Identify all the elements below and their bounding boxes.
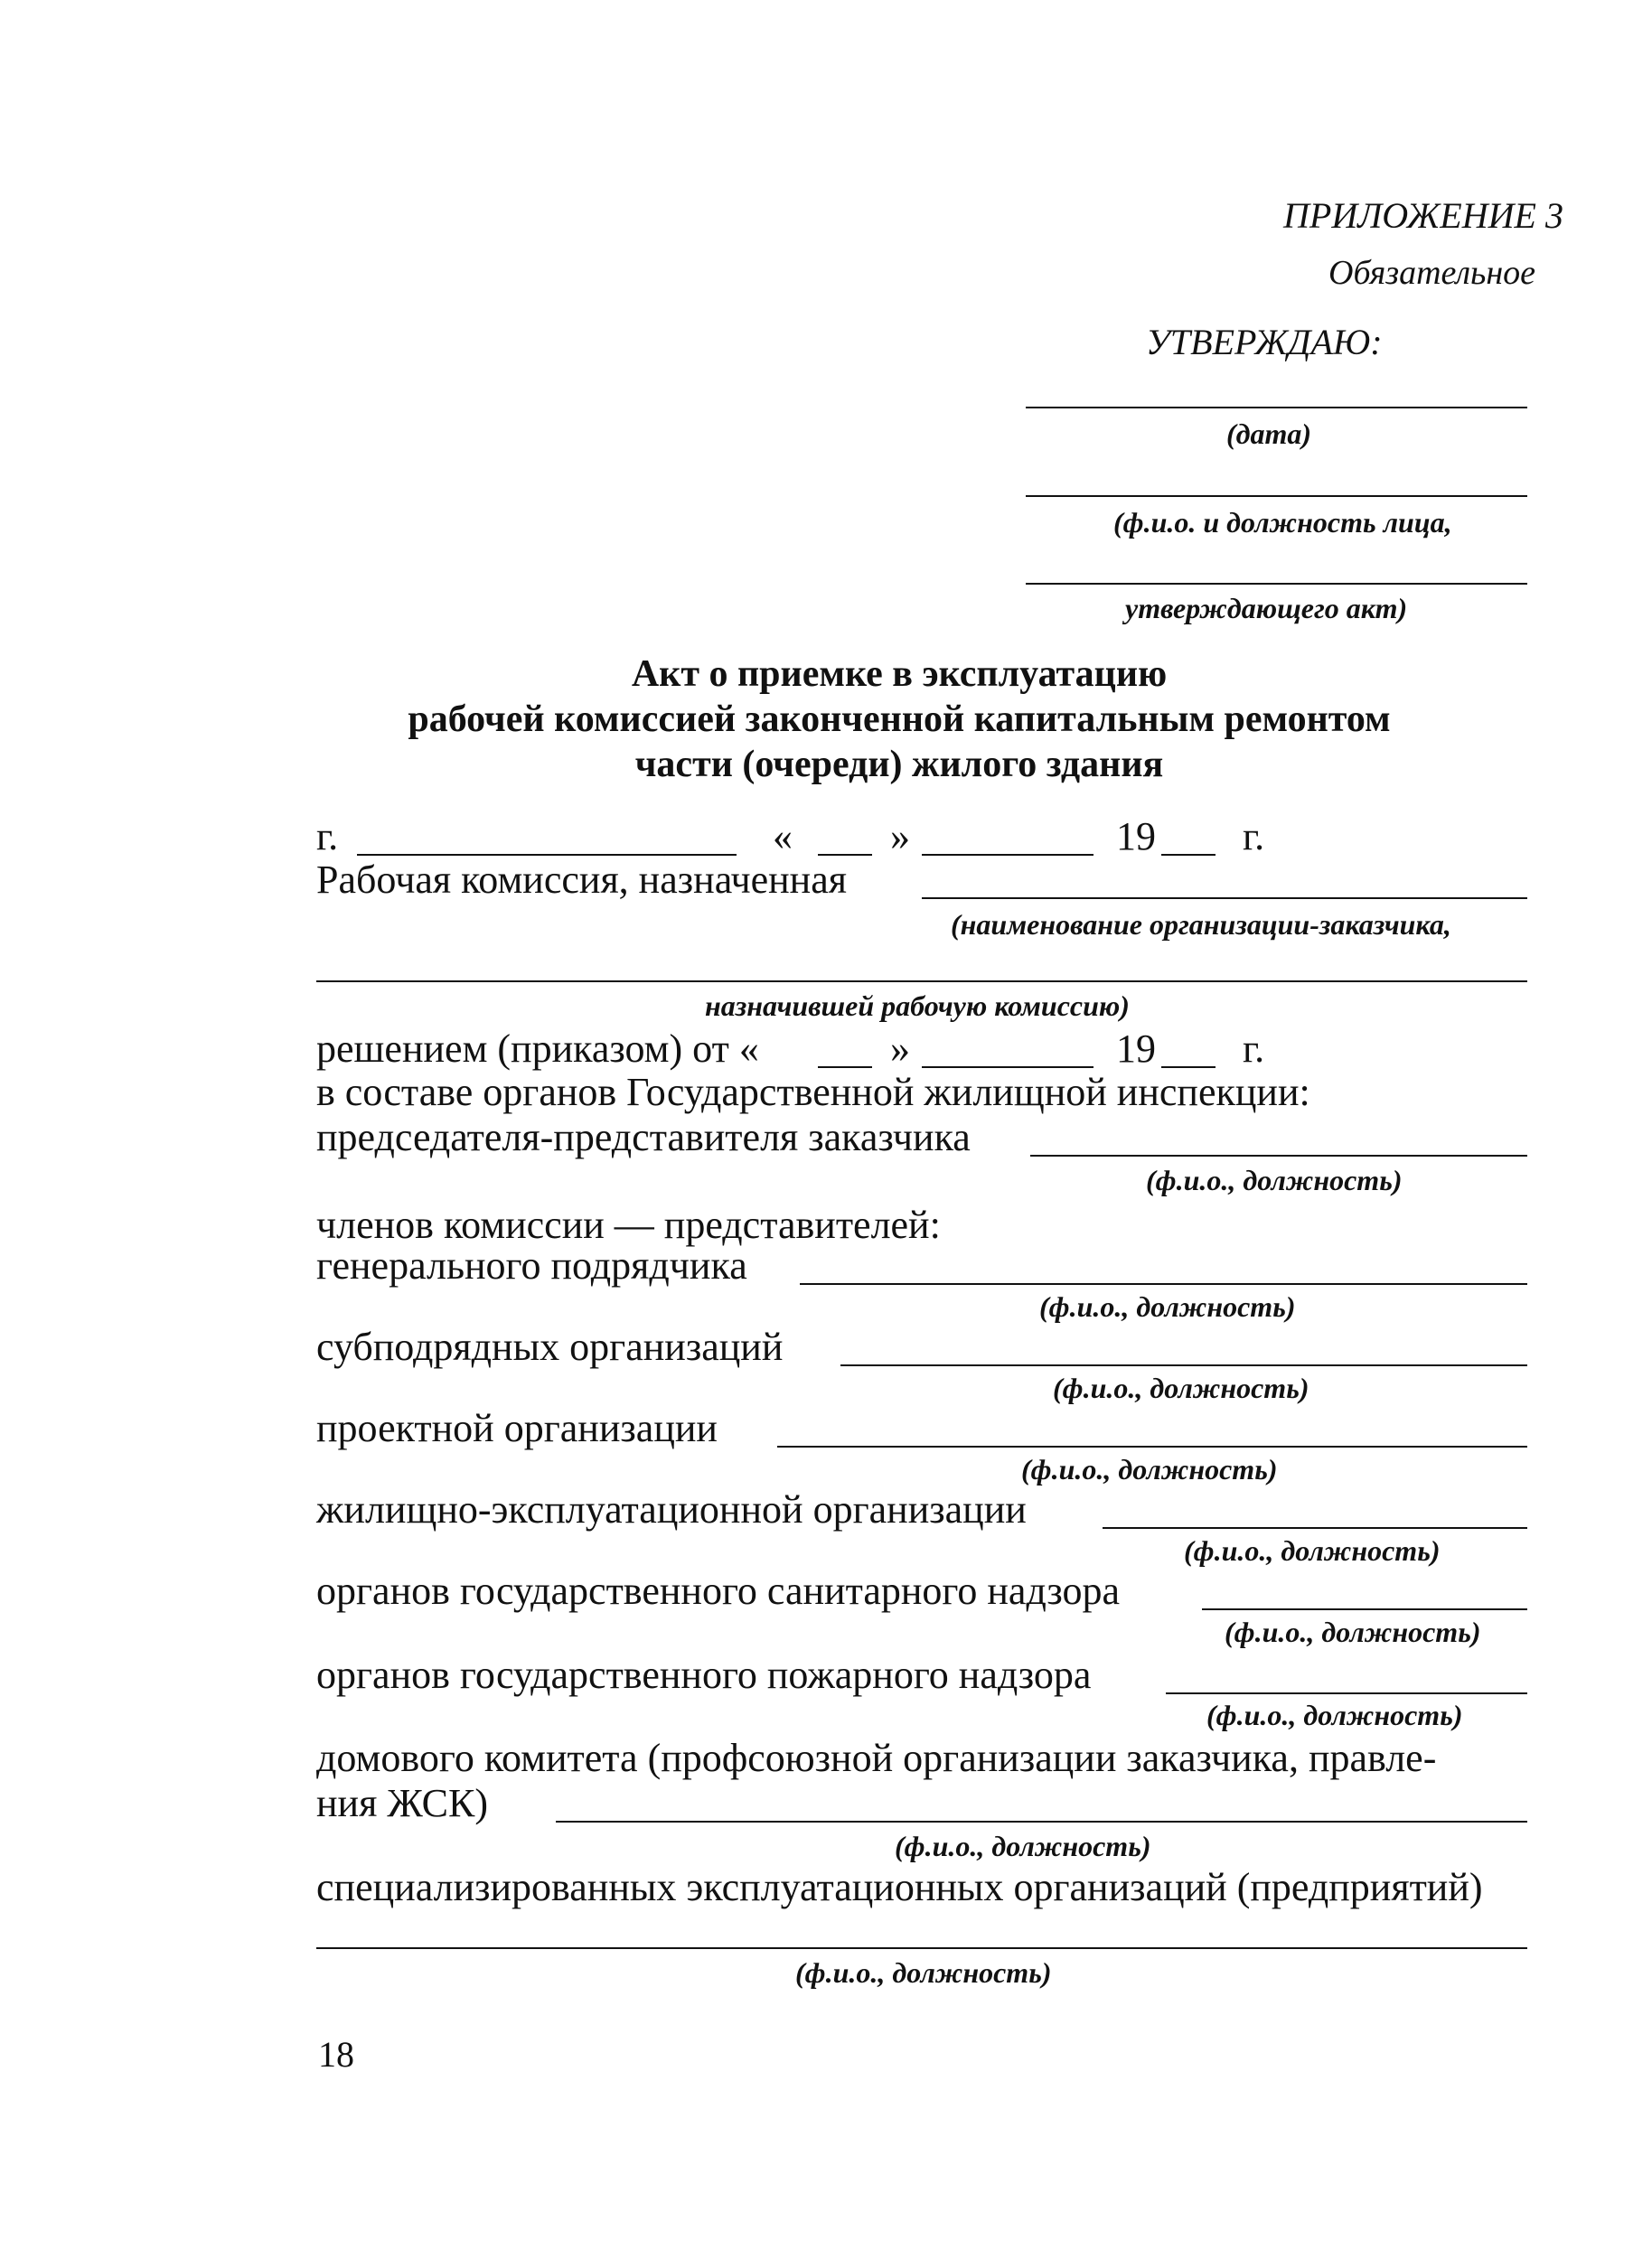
year-suffix: г. xyxy=(1243,814,1265,858)
house-committee-label-1: домового комитета (профсоюзной организации заказчика, правле- xyxy=(316,1736,1437,1780)
house-committee-label-2: ния ЖСК) xyxy=(316,1781,489,1825)
org-caption-1: (наименование организации-заказчика, xyxy=(951,908,1451,941)
housing-org-field[interactable] xyxy=(1103,1527,1527,1529)
specialized-label: специализированных эксплуатационных организаций (предприятий) xyxy=(316,1865,1483,1909)
general-contractor-label: генерального подрядчика xyxy=(316,1243,747,1288)
chairman-label: председателя-представителя заказчика xyxy=(316,1115,971,1159)
document-title-line-2: рабочей комиссией законченной капитальным ремонтом xyxy=(408,698,1391,740)
document-title-line-3: части (очереди) жилого здания xyxy=(634,744,1164,785)
quote-open: « xyxy=(773,814,793,858)
subcontractors-field[interactable] xyxy=(840,1364,1527,1366)
date-line xyxy=(1026,407,1527,408)
fire-label: органов государственного пожарного надзора xyxy=(316,1653,1092,1697)
commission-label: Рабочая комиссия, назначенная xyxy=(316,858,847,902)
approver-position-line xyxy=(1026,583,1527,585)
date-caption: (дата) xyxy=(1226,417,1312,450)
org-caption-2: назначившей рабочую комиссию) xyxy=(705,989,1130,1022)
approver-name-line xyxy=(1026,495,1527,497)
city-prefix: г. xyxy=(316,814,339,858)
subcontractors-caption: (ф.и.о., должность) xyxy=(1053,1372,1309,1404)
house-committee-field[interactable] xyxy=(556,1821,1527,1823)
decision-label: решением (приказом) от « xyxy=(316,1026,759,1071)
sanitary-field[interactable] xyxy=(1202,1608,1527,1610)
document-title-line-1: Акт о приемке в эксплуатацию xyxy=(631,653,1168,695)
year-prefix: 19 xyxy=(1116,814,1156,858)
subcontractors-label: субподрядных организаций xyxy=(316,1325,784,1369)
appendix-label: ПРИЛОЖЕНИЕ 3 xyxy=(1283,195,1563,236)
decision-day-field[interactable] xyxy=(818,1066,872,1068)
day-field[interactable] xyxy=(818,854,872,856)
city-field[interactable] xyxy=(357,854,737,856)
decision-year-suffix: г. xyxy=(1243,1026,1265,1071)
housing-org-label: жилищно-эксплуатационной организации xyxy=(316,1487,1027,1532)
composition-label: в составе органов Государственной жилищной инспекции: xyxy=(316,1070,1310,1114)
fire-caption: (ф.и.о., должность) xyxy=(1206,1699,1463,1731)
specialized-caption: (ф.и.о., должность) xyxy=(795,1956,1052,1989)
sanitary-label: органов государственного санитарного надзора xyxy=(316,1569,1121,1613)
approver-caption-1: (ф.и.о. и должность лица, xyxy=(1113,506,1452,539)
general-contractor-field[interactable] xyxy=(800,1283,1527,1285)
design-org-field[interactable] xyxy=(777,1446,1527,1448)
page-number: 18 xyxy=(318,2034,354,2075)
decision-quote-close: » xyxy=(890,1026,910,1071)
fire-field[interactable] xyxy=(1166,1692,1527,1694)
specialized-field[interactable] xyxy=(316,1947,1527,1949)
year-field[interactable] xyxy=(1161,854,1216,856)
commission-org-field[interactable] xyxy=(922,897,1527,899)
commission-org-field-2[interactable] xyxy=(316,980,1527,982)
design-org-label: проектной организации xyxy=(316,1406,718,1450)
sanitary-caption: (ф.и.о., должность) xyxy=(1225,1616,1481,1648)
decision-year-prefix: 19 xyxy=(1116,1026,1156,1071)
month-field[interactable] xyxy=(922,854,1094,856)
members-label: членов комиссии — представителей: xyxy=(316,1203,941,1247)
decision-month-field[interactable] xyxy=(922,1066,1094,1068)
chairman-caption: (ф.и.о., должность) xyxy=(1146,1164,1403,1196)
house-committee-caption: (ф.и.о., должность) xyxy=(895,1830,1151,1862)
quote-close: » xyxy=(890,814,910,858)
status-label: Обязательное xyxy=(1328,254,1536,292)
chairman-field[interactable] xyxy=(1030,1155,1527,1157)
approve-label: УТВЕРЖДАЮ: xyxy=(1146,322,1383,362)
design-org-caption: (ф.и.о., должность) xyxy=(1021,1453,1278,1486)
general-contractor-caption: (ф.и.о., должность) xyxy=(1039,1290,1296,1323)
approver-caption-2: утверждающего акт) xyxy=(1125,592,1408,624)
decision-year-field[interactable] xyxy=(1161,1066,1216,1068)
housing-org-caption: (ф.и.о., должность) xyxy=(1184,1534,1441,1567)
